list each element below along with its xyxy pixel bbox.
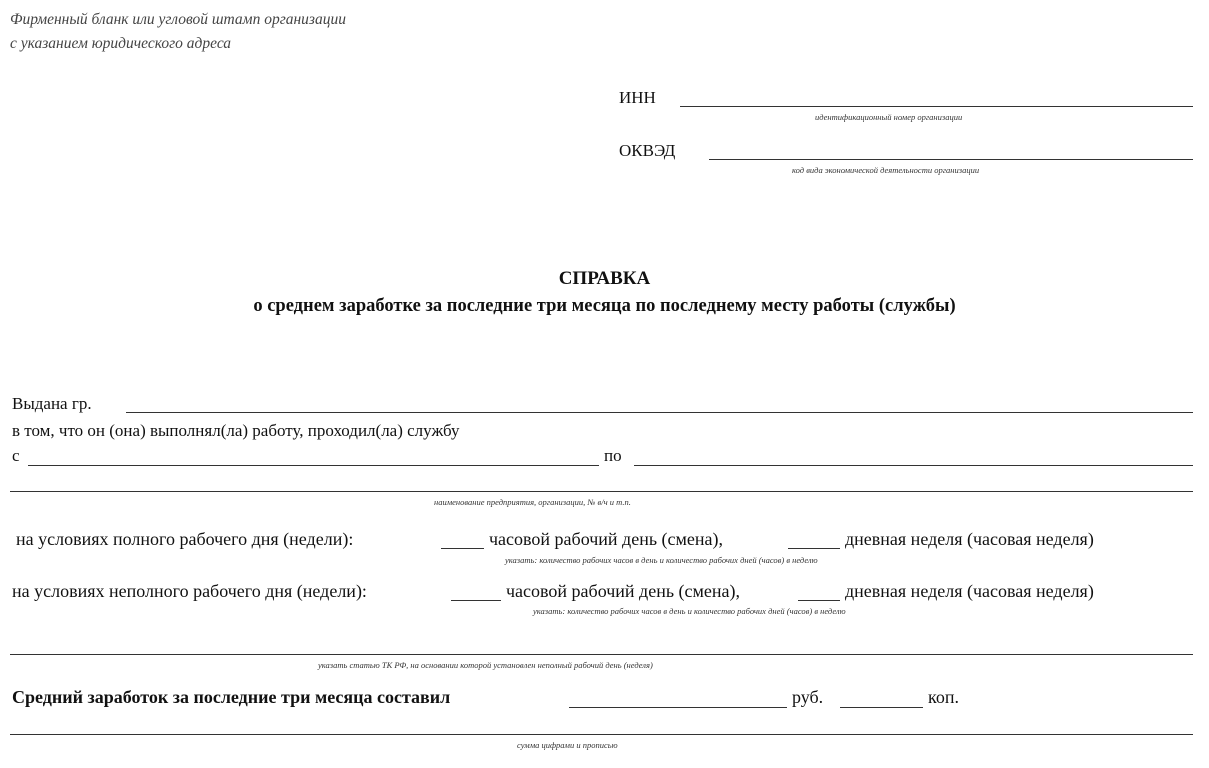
inn-hint: идентификационный номер организации [815, 112, 963, 122]
issued-label: Выдана гр. [12, 394, 92, 413]
organization-field[interactable] [10, 491, 1193, 492]
letterhead-line-1: Фирменный бланк или угловой штамп организации [10, 11, 346, 28]
average-salary-label: Средний заработок за последние три месяца составил [12, 687, 451, 707]
amount-in-words-field[interactable] [10, 734, 1193, 735]
part-time-hours-text: часовой рабочий день (смена), [506, 581, 741, 601]
part-time-hours-field[interactable] [451, 600, 501, 601]
full-time-label: на условиях полного рабочего дня (недели): [16, 529, 354, 549]
okved-label: ОКВЭД [619, 141, 676, 160]
okved-field[interactable] [709, 159, 1193, 160]
amount-in-words-hint: сумма цифрами и прописью [517, 740, 618, 750]
full-time-hint: указать: количество рабочих часов в день и количество рабочих дней (часов) в неделю [505, 555, 818, 565]
full-time-week-text: дневная неделя (часовая неделя) [845, 529, 1094, 549]
part-time-week-text: дневная неделя (часовая неделя) [845, 581, 1094, 601]
letterhead-note [10, 8, 346, 56]
part-time-hint: указать: количество рабочих часов в день и количество рабочих дней (часов) в неделю [533, 606, 846, 616]
inn-label: ИНН [619, 88, 656, 107]
part-time-days-field[interactable] [798, 600, 840, 601]
okved-hint: код вида экономической деятельности организации [792, 165, 980, 175]
to-label: по [604, 446, 622, 465]
inn-field[interactable] [680, 106, 1193, 107]
average-salary-rub-field[interactable] [569, 707, 787, 708]
letterhead-line-2: с указанием юридического адреса [10, 35, 232, 52]
date-from-field[interactable] [28, 465, 599, 466]
from-label: с [12, 446, 20, 465]
full-time-days-field[interactable] [788, 548, 840, 549]
document-subtitle: о среднем заработке за последние три месяца по последнему месту работы (службы) [253, 296, 956, 316]
labor-code-article-hint: указать статью ТК РФ, на основании которой установлен неполный рабочий день (неделя) [318, 660, 653, 670]
work-statement: в том, что он (она) выполнял(ла) работу, проходил(ла) службу [12, 421, 460, 440]
kop-label: коп. [928, 687, 959, 707]
recipient-name-field[interactable] [126, 412, 1193, 413]
rub-label: руб. [792, 687, 824, 707]
full-time-hours-field[interactable] [441, 548, 484, 549]
part-time-label: на условиях неполного рабочего дня (недели): [12, 581, 367, 601]
organization-hint: наименование предприятия, организации, № в/ч и т.п. [434, 497, 631, 507]
document-title: СПРАВКА [558, 268, 651, 289]
date-to-field[interactable] [634, 465, 1193, 466]
average-salary-kop-field[interactable] [840, 707, 923, 708]
labor-code-article-field[interactable] [10, 654, 1193, 655]
full-time-hours-text: часовой рабочий день (смена), [489, 529, 724, 549]
